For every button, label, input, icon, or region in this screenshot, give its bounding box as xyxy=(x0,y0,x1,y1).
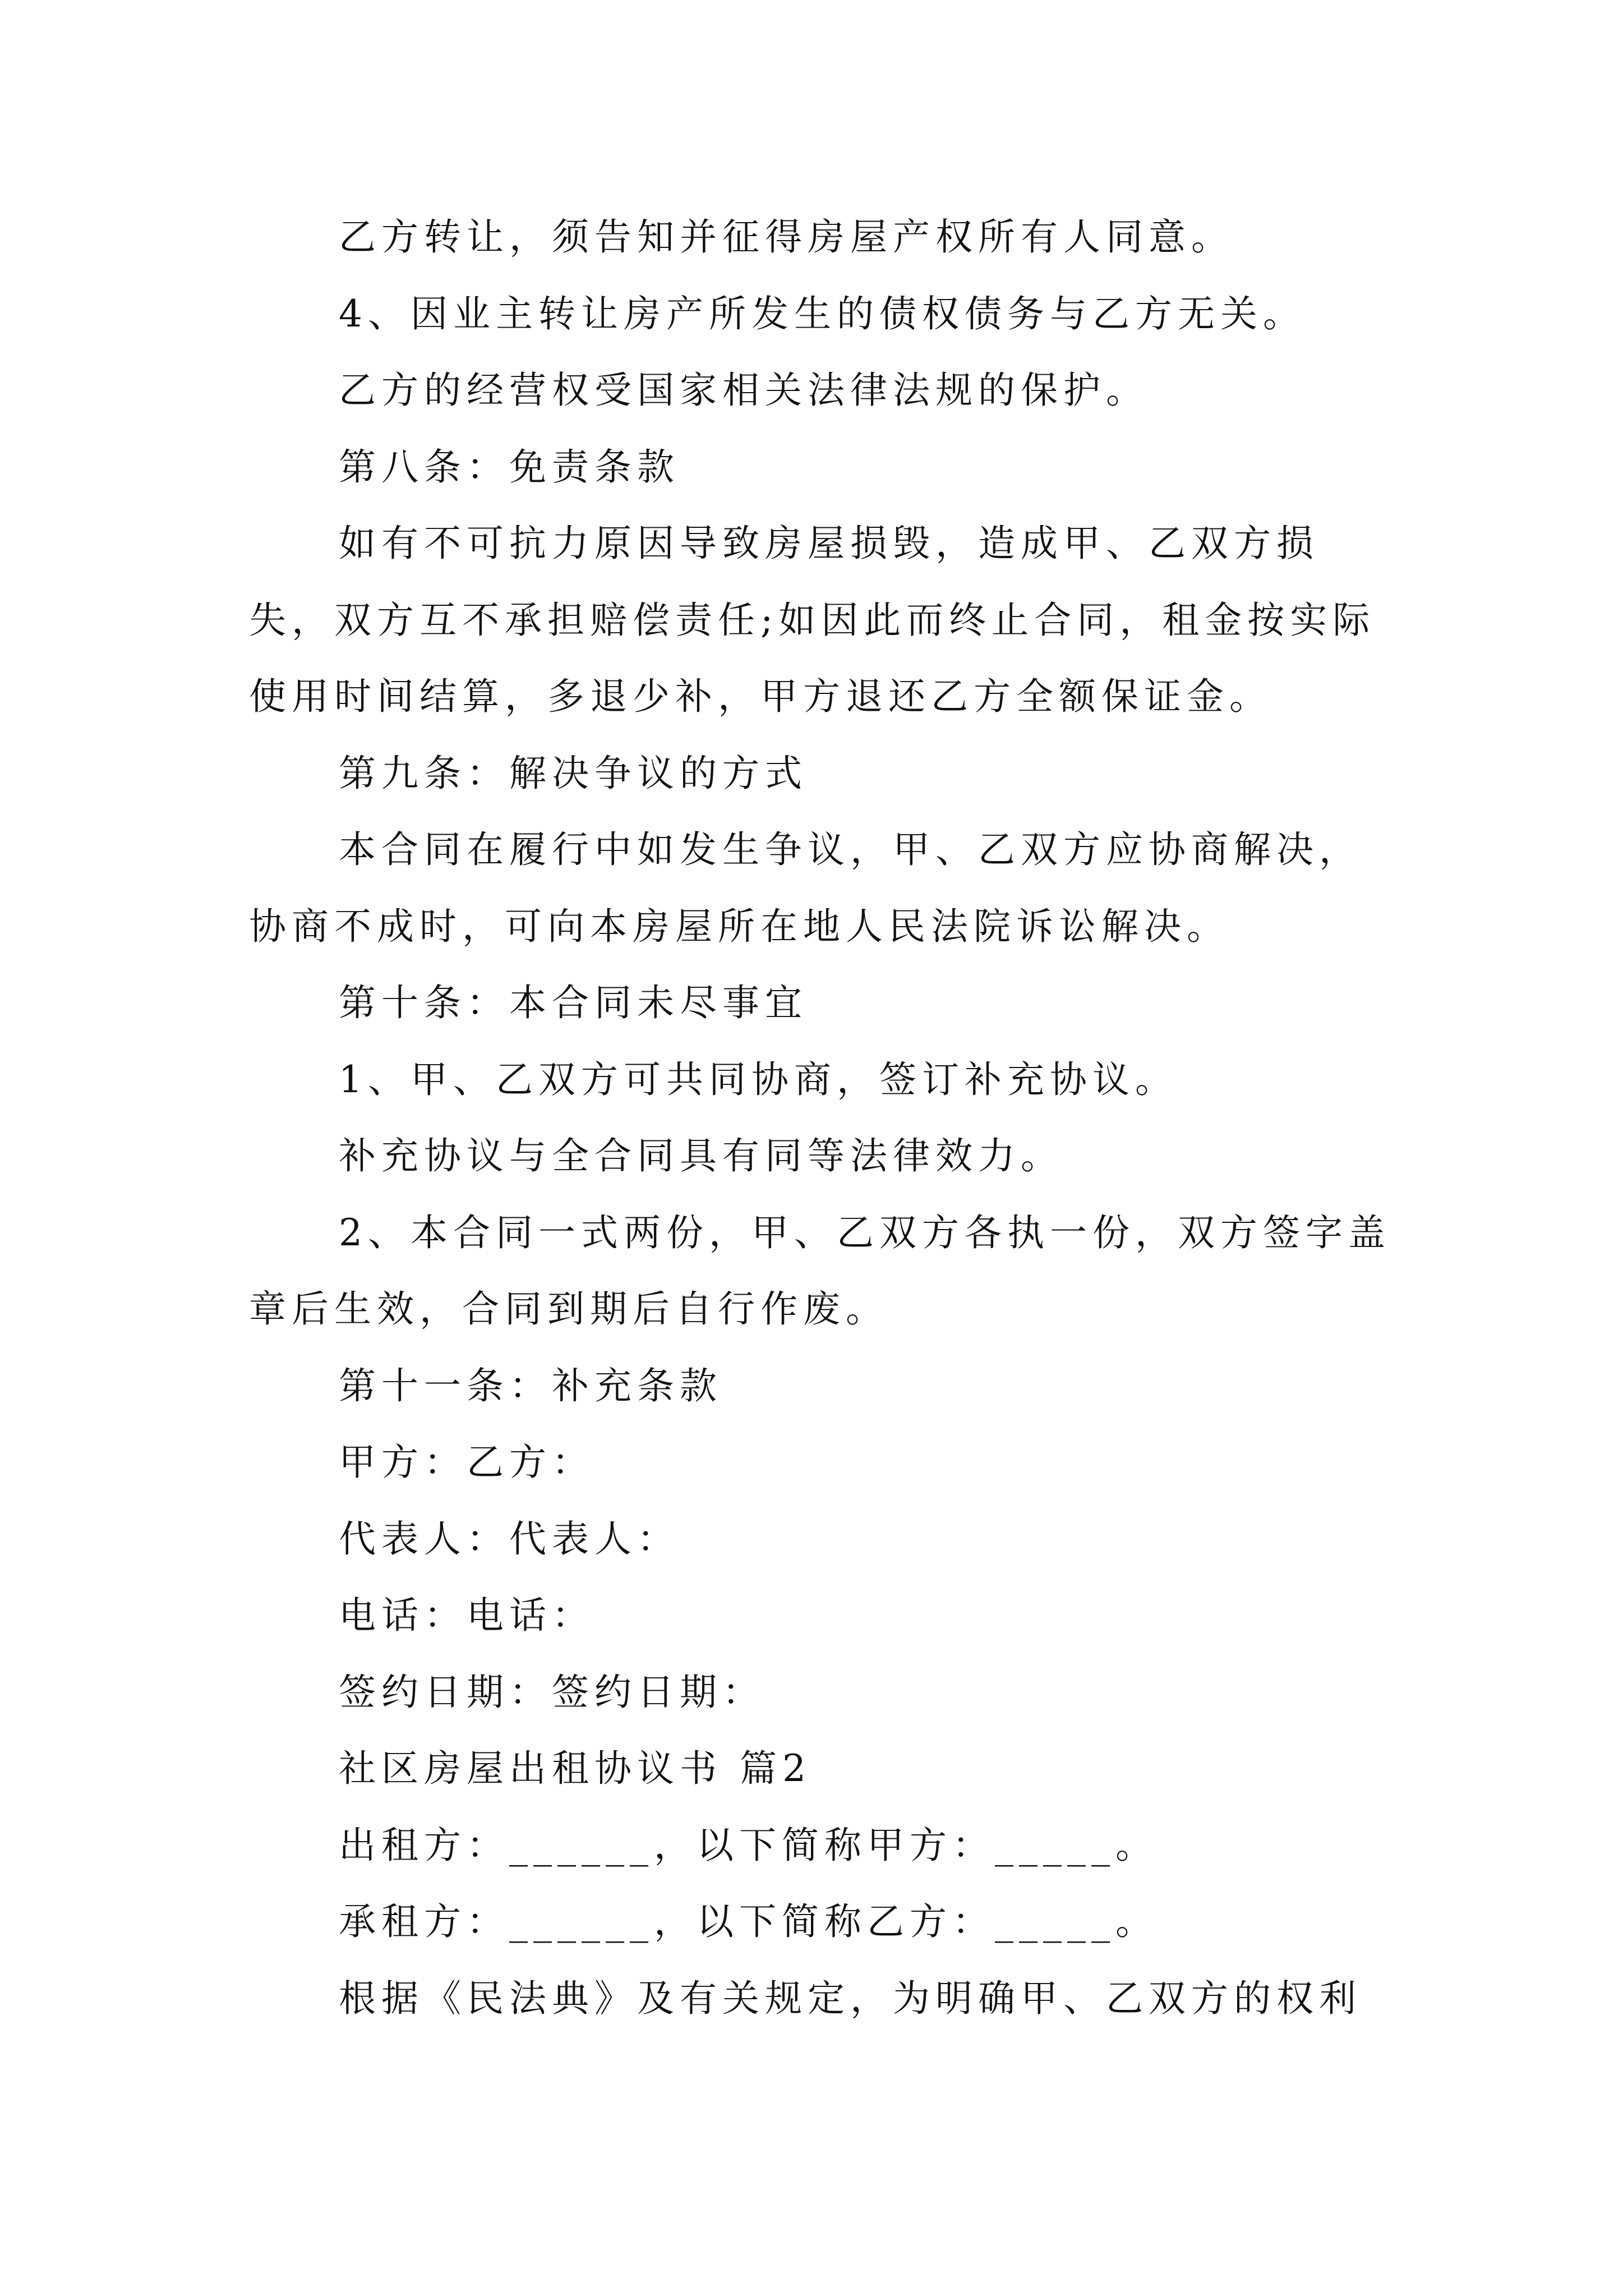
paragraph: 根据《民法典》及有关规定，为明确甲、乙双方的权利 xyxy=(339,1976,1362,2020)
paragraph: 乙方的经营权受国家相关法律法规的保护。 xyxy=(339,369,1149,412)
paragraph: 如有不可抗力原因导致房屋损毁，造成甲、乙双方损失，双方互不承担赔偿责任;如因此而终止合同，租金按实际使用时间结算，多退少补，甲方退还乙方全额保证金。 xyxy=(249,522,1376,718)
signature-line: 电话：电话： xyxy=(339,1594,594,1637)
party-line: 承租方：______，以下简称乙方：_____。 xyxy=(339,1900,1158,1943)
paragraph: 4、因业主转让房产所发生的债权债务与乙方无关。 xyxy=(339,292,1306,335)
signature-line: 代表人：代表人： xyxy=(339,1517,680,1561)
party-line: 出租方：______，以下简称甲方：_____。 xyxy=(339,1823,1158,1867)
section-heading: 第十一条：补充条款 xyxy=(339,1364,722,1407)
section-heading: 第十条：本合同未尽事宜 xyxy=(339,981,808,1024)
paragraph: 1、甲、乙双方可共同协商，签订补充协议。 xyxy=(339,1057,1178,1101)
paragraph: 乙方转让，须告知并征得房屋产权所有人同意。 xyxy=(339,215,1234,259)
signature-line: 甲方：乙方： xyxy=(339,1441,594,1484)
document-title: 社区房屋出租协议书 篇2 xyxy=(339,1747,811,1790)
section-heading: 第八条：免责条款 xyxy=(339,445,680,489)
paragraph: 本合同在履行中如发生争议，甲、乙双方应协商解决，协商不成时，可向本房屋所在地人民法院诉讼解决。 xyxy=(249,828,1362,948)
signature-line: 签约日期：签约日期： xyxy=(339,1670,765,1714)
document-body xyxy=(249,199,1393,2037)
paragraph: 补充协议与全合同具有同等法律效力。 xyxy=(339,1134,1063,1177)
paragraph: 2、本合同一式两份，甲、乙双方各执一份，双方签字盖章后生效，合同到期后自行作废。 xyxy=(249,1211,1391,1331)
section-heading: 第九条：解决争议的方式 xyxy=(339,751,808,795)
